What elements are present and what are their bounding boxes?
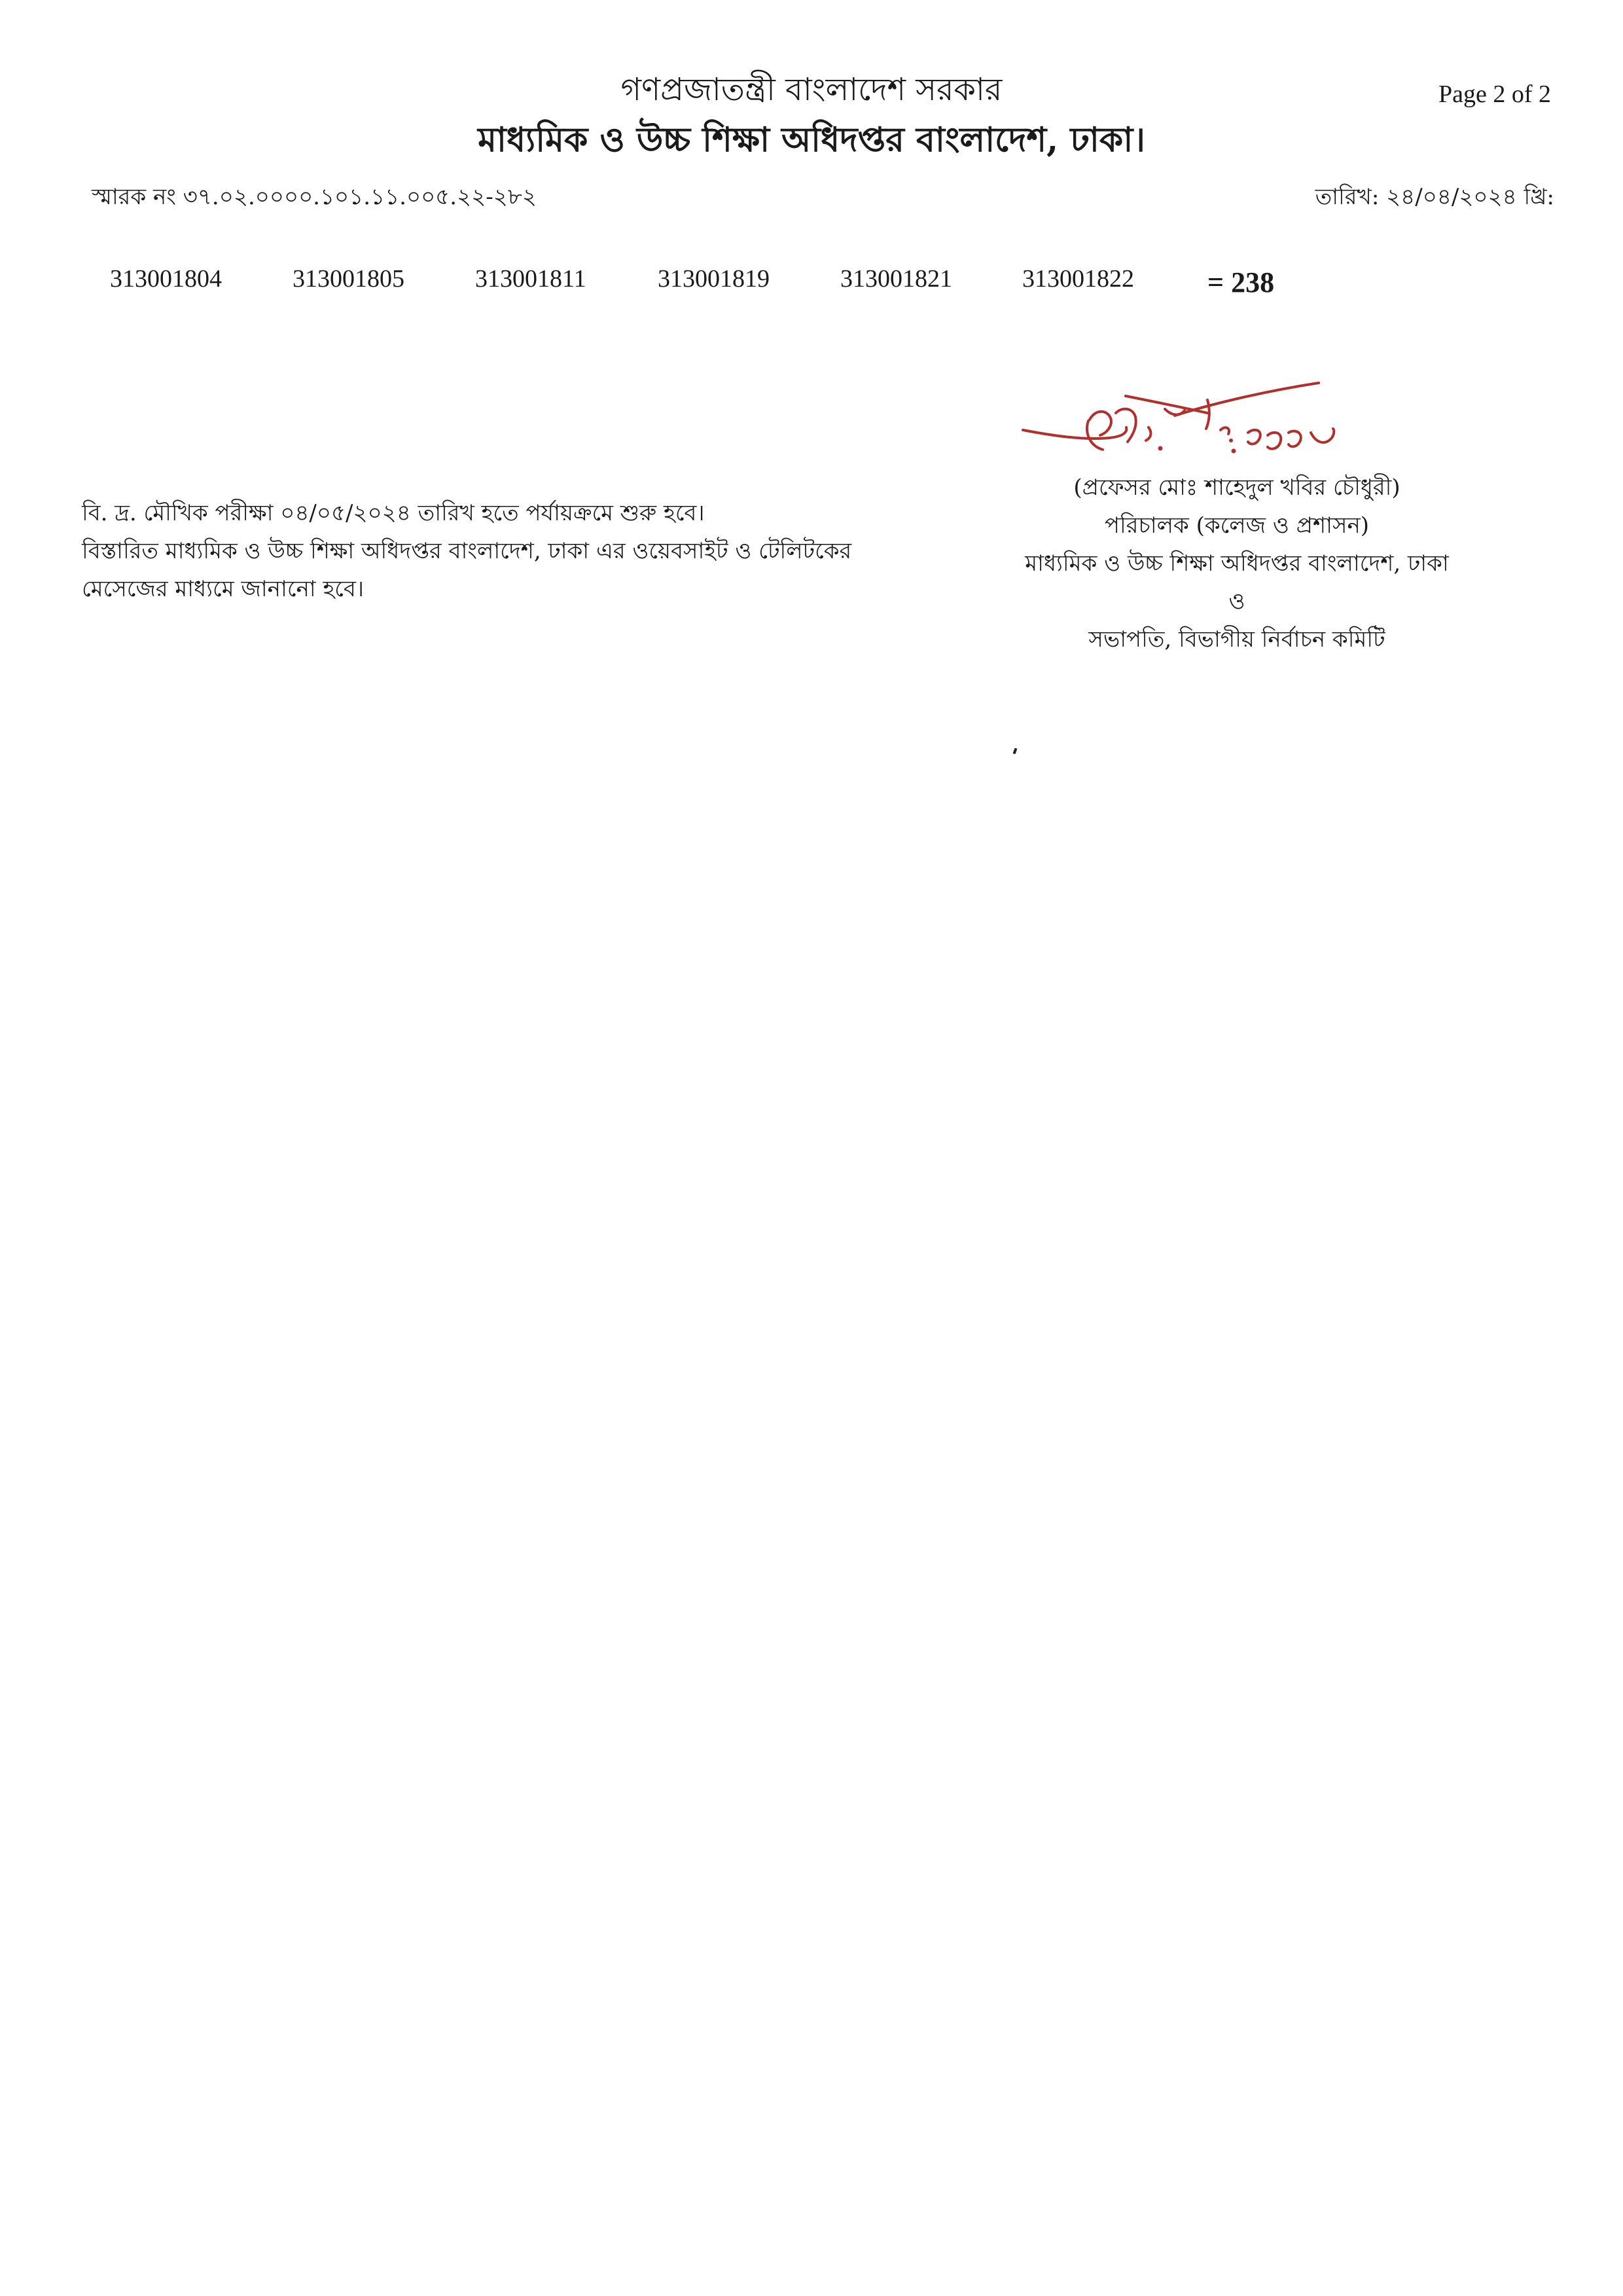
signatory-designation: পরিচালক (কলেজ ও প্রশাসন) — [1104, 512, 1370, 539]
directorate-title: মাধ্যমিক ও উচ্চ শিক্ষা অধিদপ্তর বাংলাদেশ, ঢাকা। — [478, 120, 1145, 160]
roll-code: 313001819 — [658, 265, 770, 293]
scan-speck — [1013, 748, 1018, 755]
document-date: তারিখ: ২৪/০৪/২০২৪ খ্রি: — [1315, 184, 1554, 210]
roll-code: 313001822 — [1022, 265, 1134, 293]
signatory-office: মাধ্যমিক ও উচ্চ শিক্ষা অধিদপ্তর বাংলাদেশ, ঢাকা — [1025, 550, 1449, 577]
notice-block — [82, 494, 959, 608]
page-number: Page 2 of 2 — [1438, 81, 1551, 108]
signatory-block — [962, 469, 1512, 658]
total-count: = 238 — [1207, 266, 1275, 298]
notice-line: বিস্তারিত মাধ্যমিক ও উচ্চ শিক্ষা অধিদপ্তর বাংলাদেশ, ঢাকা এর ওয়েবসাইট ও টেলিটকের — [82, 538, 852, 564]
government-title: গণপ্রজাতন্ত্রী বাংলাদেশ সরকার — [620, 71, 1003, 108]
signatory-name: (প্রফেসর মোঃ শাহেদুল খবির চৌধুরী) — [1073, 475, 1400, 501]
notice-line: বি. দ্র. মৌখিক পরীক্ষা ০৪/০৫/২০২৪ তারিখ হতে পর্যায়ক্রমে শুরু হবে। — [82, 500, 705, 526]
roll-code: 313001821 — [840, 265, 952, 293]
roll-code: 313001811 — [475, 265, 586, 293]
signatory-conjunction: ও — [1228, 588, 1245, 615]
notice-line: মেসেজের মাধ্যমে জানানো হবে। — [82, 576, 365, 602]
memo-number: স্মারক নং ৩৭.০২.০০০০.১০১.১১.০০৫.২২-২৮২ — [92, 184, 537, 210]
roll-code: 313001805 — [293, 265, 404, 293]
signatory-committee: সভাপতি, বিভাগীয় নির্বাচন কমিটি — [1088, 626, 1385, 653]
handwritten-signature — [1011, 370, 1378, 481]
roll-code: 313001804 — [110, 265, 222, 293]
